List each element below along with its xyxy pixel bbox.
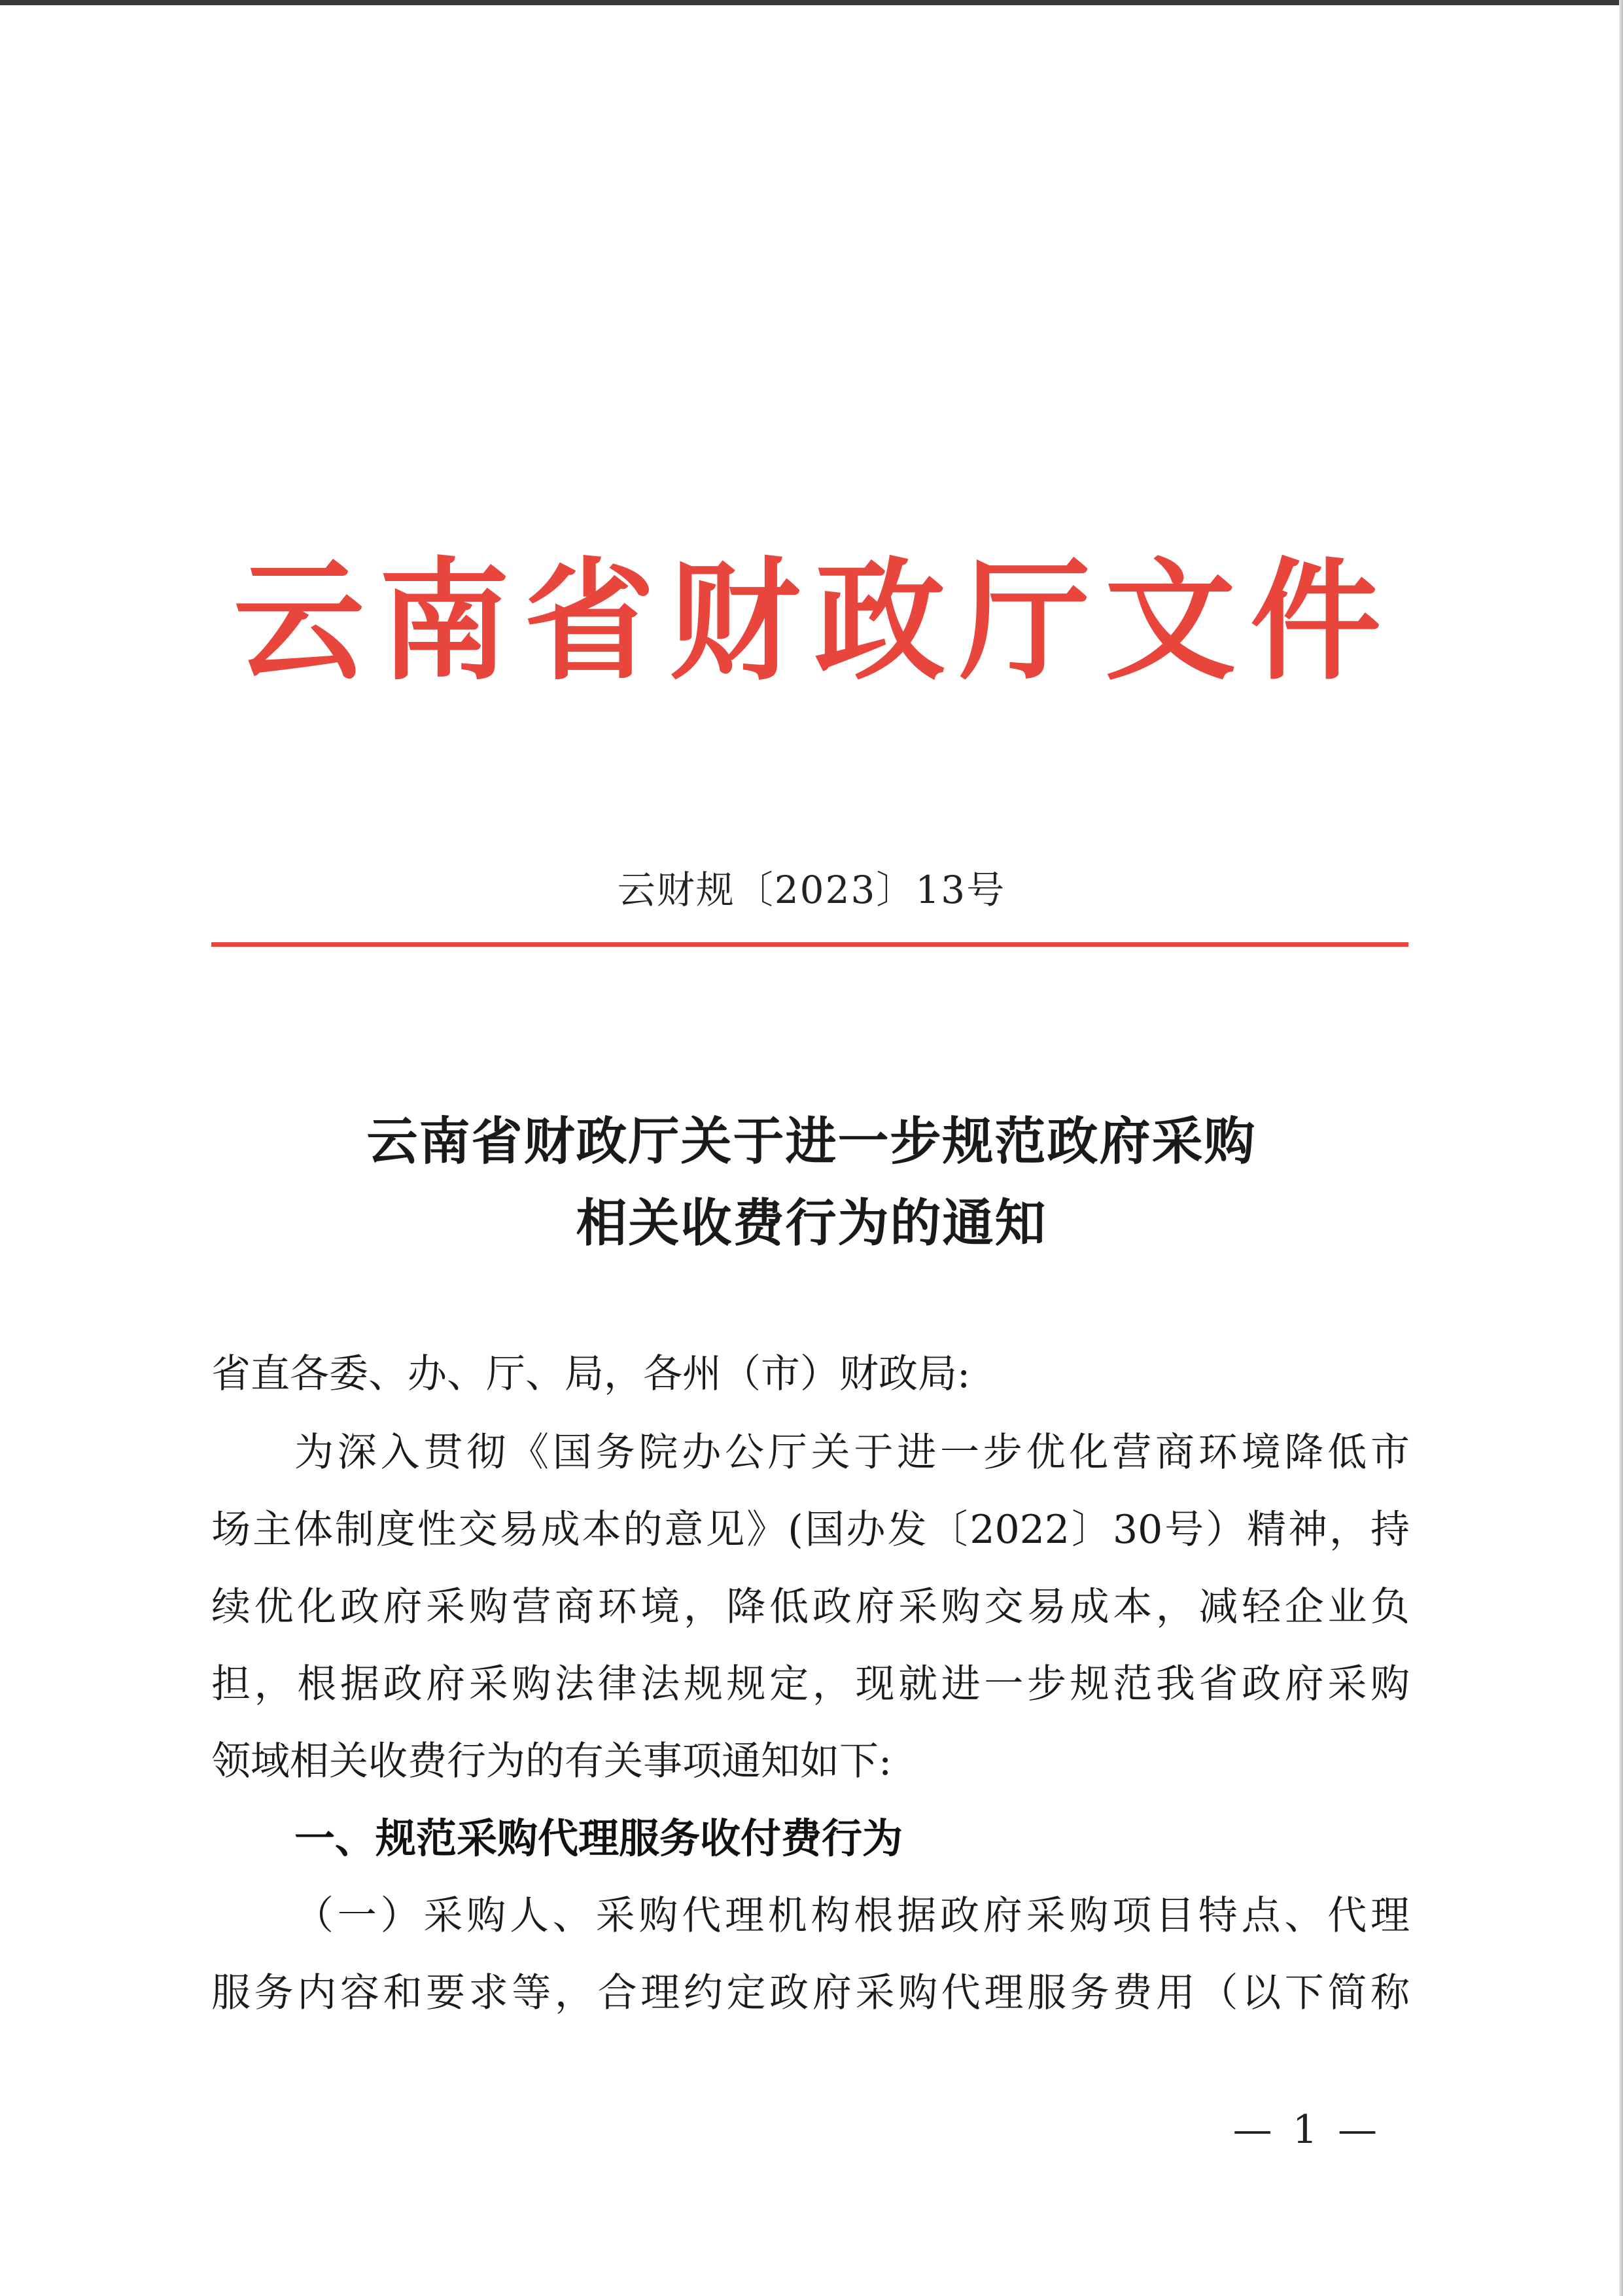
paragraph-line: （一）采购人、采购代理机构根据政府采购项目特点、代理 [294,1893,1410,1939]
section-heading: 一、规范采购代理服务收付费行为 [294,1814,903,1862]
paragraph-line: 续优化政府采购营商环境，降低政府采购交易成本，减轻企业负 [211,1584,1410,1630]
paragraph-line: 担，根据政府采购法律法规规定，现就进一步规范我省政府采购 [211,1661,1410,1707]
document-header-title: 云南省财政厅文件 [233,544,1395,698]
page-number: — 1 — [1232,2107,1381,2153]
document-number: 云财规〔2023〕13号 [617,868,1006,912]
paragraph-line: 场主体制度性交易成本的意见》(国办发〔2022〕30号）精神，持 [211,1507,1410,1553]
addressee-line: 省直各委、办、厅、局，各州（市）财政局: [211,1351,971,1397]
red-divider-line [211,942,1408,947]
paragraph-line: 服务内容和要求等，合理约定政府采购代理服务费用（以下简称 [211,1970,1410,2016]
paragraph-line: 为深入贯彻《国务院办公厅关于进一步优化营商环境降低市 [294,1430,1410,1475]
notice-title-line-1: 云南省财政厅关于进一步规范政府采购 [366,1112,1257,1171]
scan-edge-top [0,0,1623,5]
paragraph-line: 领域相关收费行为的有关事项通知如下: [211,1739,892,1784]
notice-title-line-2: 相关收费行为的通知 [576,1193,1047,1253]
